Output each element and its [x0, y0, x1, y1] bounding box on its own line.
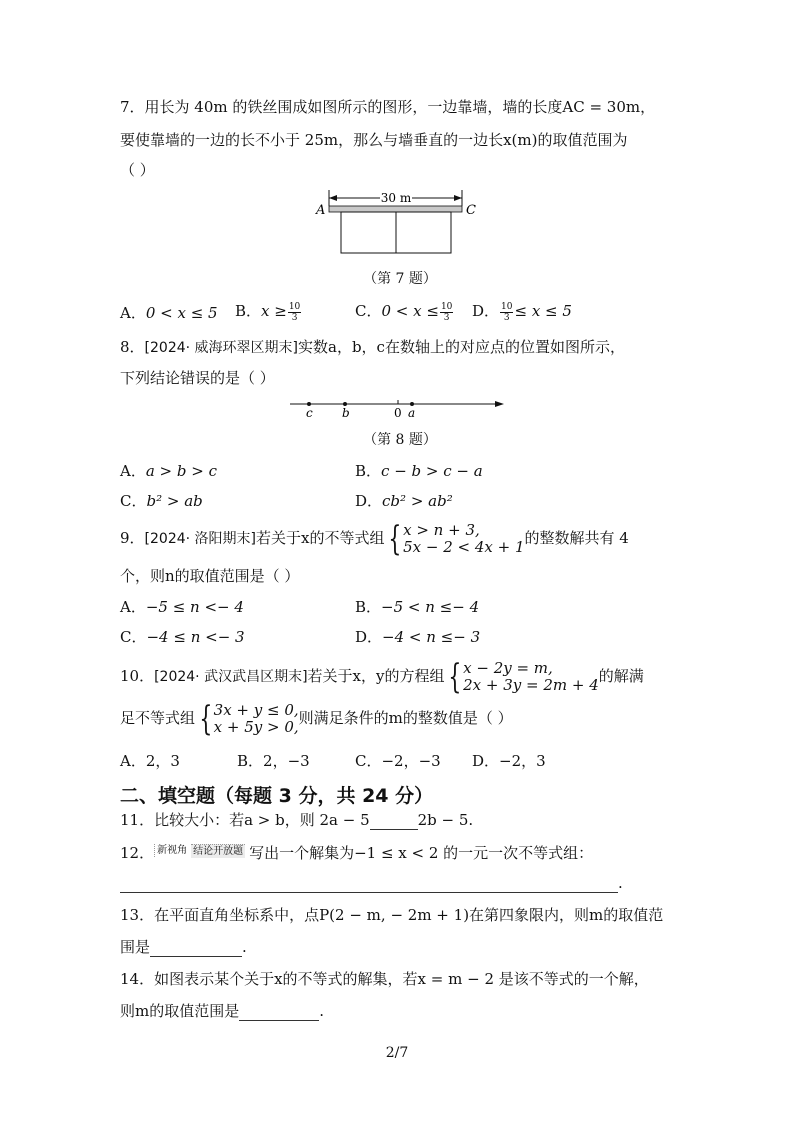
- option-label: A．: [120, 462, 146, 480]
- option-text: c − b > c − a: [381, 462, 483, 480]
- option-label: A．: [120, 752, 146, 770]
- option-label: C．: [355, 752, 382, 770]
- option-label: C．: [355, 302, 382, 320]
- option-suffix: ≤ x ≤ 5: [514, 302, 572, 320]
- question-number: 12．: [120, 844, 155, 862]
- q8-option-a[interactable]: [120, 461, 217, 481]
- option-text: −5 < n ≤− 4: [381, 598, 480, 616]
- q10-option-b[interactable]: [237, 751, 310, 771]
- q14-line-2: [120, 1001, 324, 1021]
- brace-icon: {: [448, 657, 462, 697]
- question-text: 若关于x的不等式组: [256, 529, 385, 547]
- q7-caption: （第 7 题）: [363, 271, 437, 287]
- system-row: 5x − 2 < 4x + 1: [403, 538, 525, 556]
- q7-option-d[interactable]: [472, 301, 572, 323]
- answer-blank[interactable]: [120, 876, 618, 893]
- point-a-label: A: [316, 203, 326, 218]
- answer-blank[interactable]: [150, 940, 242, 957]
- option-text: −5 ≤ n <− 4: [145, 598, 244, 616]
- section-heading: 二、填空题（每题 3 分，共 24 分）: [120, 785, 434, 807]
- tag-new-perspective: 新视角: [154, 844, 189, 857]
- q11-line: [120, 810, 473, 830]
- q10-option-d[interactable]: [472, 751, 546, 771]
- question-text: 若关于x，y的方程组: [307, 667, 445, 685]
- system-row: x − 2y = m,: [463, 659, 553, 677]
- question-number: 10．: [120, 667, 155, 685]
- option-text: cb² > ab²: [382, 492, 453, 510]
- arrow-right-icon: [454, 195, 462, 201]
- option-label: D．: [355, 492, 383, 510]
- arrow-left-icon: [329, 195, 337, 201]
- q8-line-1: [120, 337, 625, 358]
- q8-number-line: [288, 396, 508, 418]
- q9-option-d[interactable]: [355, 627, 480, 647]
- option-text: 2，3: [145, 752, 180, 770]
- q8-caption: （第 8 题）: [363, 432, 437, 448]
- q13-line-2: [120, 937, 247, 957]
- label-zero: 0: [394, 406, 402, 418]
- answer-blank[interactable]: [239, 1004, 319, 1021]
- q12-answer-line: [120, 873, 623, 893]
- line-end: .: [319, 1002, 325, 1020]
- question-number: 9．: [120, 529, 145, 547]
- q7-line-1: 7．用长为 40m 的铁丝围成如图所示的图形，一边靠墙，墙的长度AC = 30m，: [120, 98, 656, 116]
- numerator: 10: [288, 301, 301, 312]
- numerator: 10: [501, 301, 513, 312]
- wall: [329, 206, 462, 212]
- q12-line: [120, 843, 593, 863]
- q13-line-1: 13．在平面直角坐标系中，点P(2 − m, − 2m + 1)在第四象限内，则m的取值范: [120, 906, 664, 924]
- option-label: B．: [235, 302, 262, 320]
- system-row: 2x + 3y = 2m + 4: [463, 676, 599, 694]
- equation-system: [444, 657, 599, 697]
- fraction: [440, 302, 453, 323]
- question-text-post: 的解满: [598, 667, 644, 685]
- page-number: 2/7: [385, 1045, 409, 1061]
- q8-option-b[interactable]: [355, 461, 483, 481]
- q8-line-2: 下列结论错误的是（ ）: [120, 369, 275, 387]
- denominator: 3: [291, 312, 298, 323]
- q8-option-c[interactable]: [120, 491, 203, 511]
- option-text: −4 < n ≤− 3: [382, 628, 481, 646]
- question-source: [2024· 武汉武昌区期末]: [154, 669, 308, 685]
- brace-icon: {: [199, 699, 213, 739]
- denominator: 3: [443, 312, 450, 323]
- question-text: 足不等式组: [120, 709, 196, 727]
- q7-figure: [312, 184, 482, 258]
- numerator: 10: [440, 301, 453, 312]
- question-text-post: 2b − 5.: [417, 811, 474, 829]
- option-label: A．: [120, 304, 146, 322]
- q9-option-c[interactable]: [120, 627, 245, 647]
- option-prefix: x ≥: [261, 302, 287, 320]
- q10-option-a[interactable]: [120, 751, 180, 771]
- answer-blank[interactable]: [370, 813, 418, 830]
- option-text: 0 < x ≤ 5: [145, 304, 218, 322]
- q7-option-a[interactable]: [120, 303, 218, 323]
- question-text: 实数a，b，c在数轴上的对应点的位置如图所示，: [298, 338, 625, 356]
- question-text: 写出一个解集为−1 ≤ x < 2 的一元一次不等式组：: [249, 844, 594, 862]
- inequality-system: [384, 519, 525, 559]
- label-a: a: [408, 406, 416, 418]
- length-label: 30 m: [380, 191, 412, 205]
- brace-icon: {: [388, 519, 402, 559]
- label-c: c: [306, 406, 313, 418]
- line-end: .: [618, 874, 623, 892]
- option-label: D．: [472, 752, 500, 770]
- q9-line-1: [120, 520, 629, 557]
- question-text: 围是: [120, 938, 151, 956]
- option-text: a > b > c: [145, 462, 217, 480]
- question-source: [2024· 威海环翠区期末]: [144, 340, 298, 356]
- option-text: −2，−3: [381, 752, 441, 770]
- option-label: A．: [120, 598, 146, 616]
- option-label: D．: [355, 628, 383, 646]
- q10-option-c[interactable]: [355, 751, 441, 771]
- denominator: 3: [503, 312, 510, 323]
- q10-line-2: [120, 699, 513, 739]
- system-row: 3x + y ≤ 0,: [213, 701, 299, 719]
- question-source: [2024· 洛阳期末]: [144, 531, 256, 547]
- q9-option-b[interactable]: [355, 597, 479, 617]
- q7-option-b[interactable]: [235, 301, 302, 323]
- fence-left-pen: [341, 212, 396, 253]
- line-end: .: [242, 938, 247, 956]
- q9-option-a[interactable]: [120, 597, 244, 617]
- option-label: B．: [355, 462, 382, 480]
- q9-line-2: 个，则n的取值范围是（ ）: [120, 567, 300, 585]
- system-row: x + 5y > 0,: [213, 718, 299, 736]
- question-text-post: 则满足条件的m的整数值是（ ）: [298, 709, 513, 727]
- point-c-label: C: [466, 203, 476, 218]
- fraction: [500, 302, 513, 323]
- option-label: B．: [237, 752, 264, 770]
- question-text: 11．比较大小：若a > b，则 2a − 5: [120, 811, 370, 829]
- axis-arrow-icon: [495, 401, 504, 407]
- q8-option-d[interactable]: [355, 491, 453, 511]
- inequality-system: [195, 699, 299, 739]
- option-label: B．: [355, 598, 382, 616]
- option-label: C．: [120, 628, 147, 646]
- option-text: 2，−3: [263, 752, 310, 770]
- option-label: C．: [120, 492, 147, 510]
- fence-right-pen: [396, 212, 451, 253]
- option-text: −2，3: [499, 752, 546, 770]
- question-text: 则m的取值范围是: [120, 1002, 240, 1020]
- option-label: D．: [472, 302, 500, 320]
- fraction: [288, 302, 301, 323]
- tag-open-ended: 结论开放题: [193, 846, 244, 857]
- question-text-post: 的整数解共有 4: [524, 529, 629, 547]
- question-number: 8．: [120, 338, 145, 356]
- q7-line-2: 要使靠墙的一边的长不小于 25m，那么与墙垂直的一边长x(m)的取值范围为: [120, 131, 628, 149]
- q7-option-c[interactable]: [355, 301, 454, 323]
- system-row: x > n + 3,: [403, 521, 480, 539]
- q10-line-1: [120, 658, 644, 695]
- label-b: b: [342, 406, 350, 418]
- option-text: b² > ab: [146, 492, 203, 510]
- option-text: −4 ≤ n <− 3: [146, 628, 245, 646]
- q14-line-1: 14．如图表示某个关于x的不等式的解集，若x = m − 2 是该不等式的一个解，: [120, 970, 649, 988]
- option-prefix: 0 < x ≤: [381, 302, 439, 320]
- q7-line-3: （ ）: [120, 161, 155, 179]
